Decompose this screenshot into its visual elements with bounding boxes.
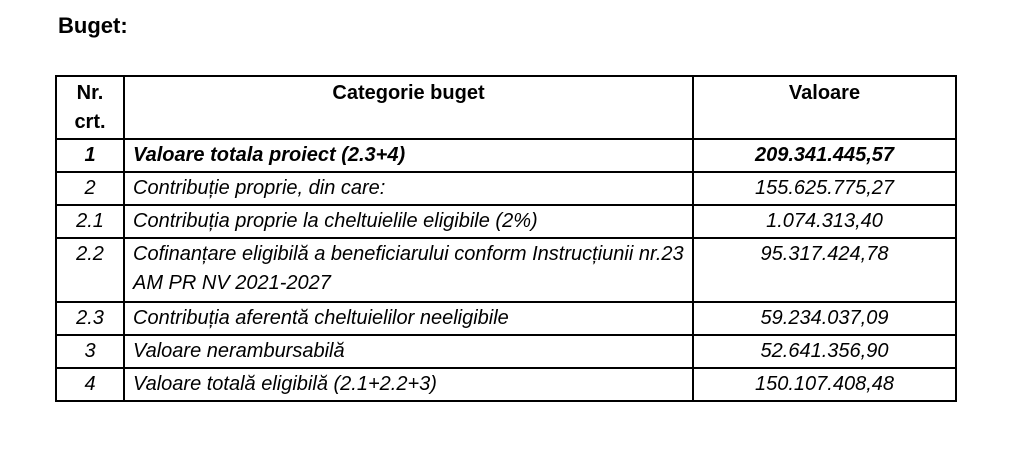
table-row	[56, 172, 956, 205]
table-header-row	[56, 76, 956, 139]
header-nr-line1: Nr.	[76, 82, 104, 104]
cell-value: 59.234.037,09	[693, 302, 956, 335]
cell-category: Valoare nerambursabilă	[124, 335, 693, 368]
header-nr-line2: crt.	[74, 111, 106, 133]
cell-nr: 1	[56, 139, 124, 172]
header-categorie-buget: Categorie buget	[124, 76, 693, 139]
page-title: Buget:	[58, 13, 128, 38]
cell-nr: 2.2	[56, 238, 124, 302]
cell-nr: 2	[56, 172, 124, 205]
cell-value: 209.341.445,57	[693, 139, 956, 172]
table-row	[56, 335, 956, 368]
cell-category: Valoare totala proiect (2.3+4)	[124, 139, 693, 172]
budget-table	[55, 75, 957, 402]
cell-nr: 4	[56, 368, 124, 401]
cell-value: 155.625.775,27	[693, 172, 956, 205]
table-row	[56, 238, 956, 302]
cell-value: 150.107.408,48	[693, 368, 956, 401]
cell-value: 95.317.424,78	[693, 238, 956, 302]
cell-value: 52.641.356,90	[693, 335, 956, 368]
table-row	[56, 205, 956, 238]
cell-category: Contribuție proprie, din care:	[124, 172, 693, 205]
header-valoare: Valoare	[693, 76, 956, 139]
cell-category: Cofinanțare eligibilă a beneficiarului conform Instrucțiunii nr.23 AM PR NV 2021-2027	[124, 238, 693, 302]
cell-nr: 2.3	[56, 302, 124, 335]
cell-category: Contribuția aferentă cheltuielilor neeligibile	[124, 302, 693, 335]
cell-nr: 3	[56, 335, 124, 368]
cell-value: 1.074.313,40	[693, 205, 956, 238]
cell-nr: 2.1	[56, 205, 124, 238]
header-nr-crt	[56, 76, 124, 139]
table-row	[56, 302, 956, 335]
cell-category: Valoare totală eligibilă (2.1+2.2+3)	[124, 368, 693, 401]
cell-category: Contribuția proprie la cheltuielile eligibile (2%)	[124, 205, 693, 238]
table-row	[56, 139, 956, 172]
table-row	[56, 368, 956, 401]
